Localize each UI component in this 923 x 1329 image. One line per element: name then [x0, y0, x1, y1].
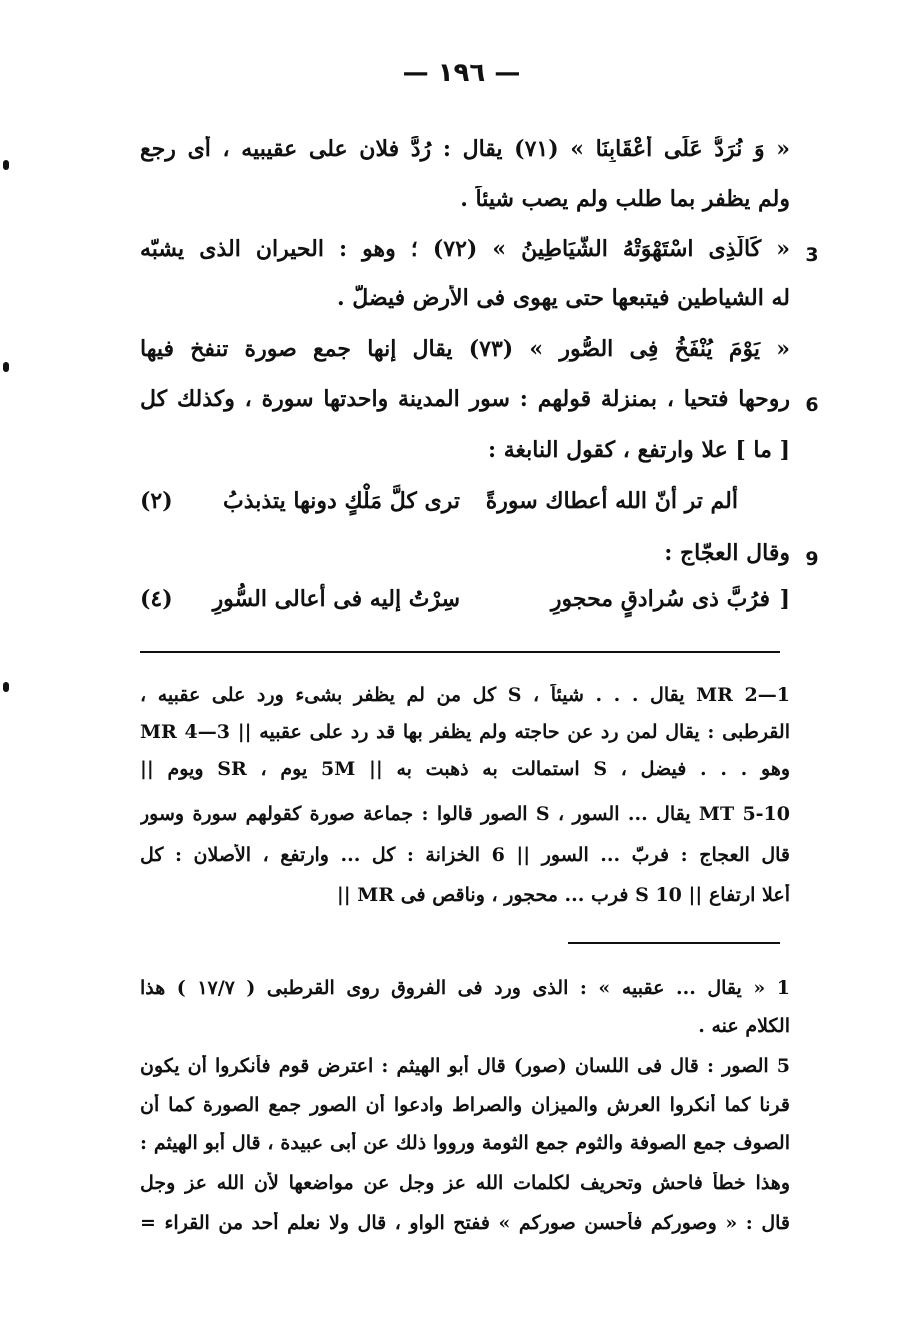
notes-divider	[568, 942, 780, 944]
margin-mark	[3, 362, 9, 372]
text-line: « يَوْمَ يُنْفَخُ فِى الصُّورِ » (٧٣) يقال إنها جمع صورة تنفخ فيها	[140, 336, 790, 362]
text-line: « وَ نُرَدُّ عَلَى أَعْقَابِنَا » (٧١) يقال : رُدَّ فلان على عقيبيه ، أى رجع	[140, 136, 790, 162]
text-line: [ ما ] علا وارتفع ، كقول النابغة :	[487, 437, 790, 463]
note-line: 5 الصور : قال فى اللسان (صور) قال أبو الهيثم : اعترض قوم فأنكروا أن يكون	[140, 1055, 790, 1077]
apparatus-line: أعلا ارتفاع || 10 S فرب ... محجور ، وناقص فى MR ||	[336, 884, 790, 906]
verse-line	[140, 586, 790, 622]
note-line: وهذا خطأ فاحش وتحريف لكلمات الله عز وجل عن مواضعها لأن الله عز وجل	[140, 1172, 790, 1194]
text-line: وقال العجّاج :	[664, 540, 790, 566]
verse-hemistich: سِرْتُ إليه فى أعالى السُّورِ	[212, 586, 460, 612]
note-line: الصوف جمع الصوفة والثوم جمع الثومة ورووا ذلك عن أبى عبيدة ، قال أبو الهيثم :	[140, 1132, 790, 1154]
verse-line	[140, 488, 790, 524]
line-number: 6	[805, 394, 819, 416]
note-line: الكلام عنه .	[698, 1015, 790, 1037]
verse-hemistich: ترى كلَّ مَلْكٍ دونها يتذبذبُ	[223, 488, 460, 514]
margin-mark	[3, 682, 9, 692]
apparatus-line: قال العجاج : فربّ ... السور || 6 الخزانة : كل ... وارتفع ، الأصلان : كل	[140, 844, 790, 866]
verse-number: (٤)	[140, 586, 173, 612]
margin-mark	[3, 160, 9, 170]
page-number: — ١٩٦ —	[402, 58, 521, 88]
line-number: 9	[805, 548, 819, 570]
verse-hemistich: ألم تر أنّ الله أعطاك سورةً	[485, 488, 738, 514]
apparatus-line: 1—2 MR يقال . . . شيئاً ، S كل من لم يظفر بشىء ورد على عقبيه ،	[140, 684, 790, 706]
text-line: روحها فتحيا ، بمنزلة قولهم : سور المدينة واحدتها سورة ، وكذلك كل	[140, 386, 790, 412]
line-number: 3	[805, 244, 819, 266]
text-line: له الشياطين فيتبعها حتى يهوى فى الأرض فيضلّ .	[336, 285, 790, 311]
apparatus-divider	[140, 651, 780, 653]
verse-hemistich: فرُبَّ ذى سُرادقٍ محجورِ	[550, 586, 770, 612]
note-line: 1 « يقال ... عقبيه » : الذى ورد فى الفروق روى القرطبى ( ١٧/٧ ) هذا	[140, 977, 790, 999]
apparatus-line: وهو . . . فيضل ، S استمالت به ذهبت به || 5M يوم ، SR ويوم ||	[140, 758, 790, 780]
text-line: « كَالَّذِى اسْتَهْوَتْهُ الشَّيَاطِينُ » (٧٢) ؛ وهو : الحيران الذى يشبّه	[140, 236, 790, 262]
apparatus-line: 5-10 MT يقال ... السور ، S الصور قالوا : جماعة صورة كقولهم سورة وسور	[140, 803, 790, 825]
verse-bracket: [	[779, 586, 790, 612]
text-line: ولم يظفر بما طلب ولم يصب شيئاً .	[460, 186, 790, 212]
note-line: قرنا كما أنكروا العرش والميزان والصراط وادعوا أن الصور جمع الصورة كما أن	[140, 1094, 790, 1116]
apparatus-line: القرطبى : يقال لمن رد عن حاجته ولم يظفر بها قد رد على عقبيه || 3—4 MR	[140, 721, 790, 743]
note-line: قال : « وصوركم فأحسن صوركم » ففتح الواو ، قال ولا نعلم أحد من القراء =	[140, 1212, 790, 1234]
verse-number: (٢)	[140, 488, 173, 514]
